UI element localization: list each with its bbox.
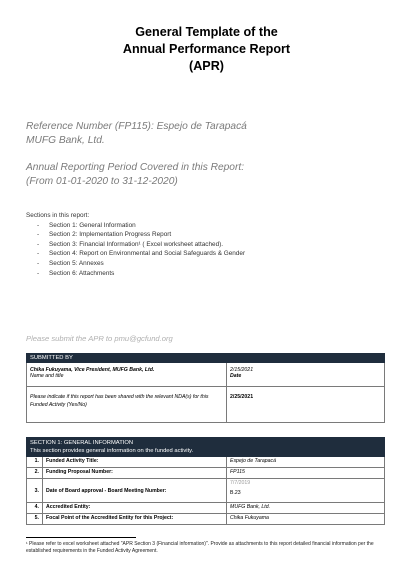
general-information-header: SECTION 1: GENERAL INFORMATION This section provides general information on the funded activity.	[27, 438, 385, 457]
nda-shared-answer: 2/25/2021	[227, 387, 385, 423]
section-list-item: - Section 4: Report on Environmental and Social Safeguards & Gender	[37, 250, 246, 258]
reference-number: Reference Number (FP115): Espejo de Tarapacá	[26, 121, 247, 132]
reference-block	[26, 120, 396, 148]
sections-list	[26, 221, 396, 279]
submitter-name-label: Name and title	[30, 373, 64, 379]
title-line-2: Annual Performance Report	[122, 42, 291, 56]
reporting-period-label: Annual Reporting Period Covered in this Report:	[26, 162, 245, 173]
table-row: 3. Date of Board approval - Board Meeting Number: 7/7/2019 B.23	[27, 479, 385, 503]
submitted-by-table	[26, 353, 385, 423]
title-line-1: General Template of the	[135, 25, 278, 39]
footnote-divider	[26, 537, 136, 538]
submission-date-cell	[227, 363, 385, 387]
general-information-table	[26, 437, 385, 525]
table-row: 4. Accredited Entity: MUFG Bank, Ltd.	[27, 503, 385, 514]
table-row: 2. Funding Proposal Number: FP115	[27, 468, 385, 479]
reference-entity: MUFG Bank, Ltd.	[26, 135, 105, 146]
table-row: 5. Focal Point of the Accredited Entity for this Project: Chika Fukuyama	[27, 514, 385, 525]
table-row: 1. Funded Activity Title: Espejo de Tarapacá	[27, 457, 385, 468]
submitter-name-cell	[27, 363, 227, 387]
section-list-item: - Section 1: General Information	[37, 221, 136, 229]
section-list-item: - Section 6: Attachments	[37, 269, 115, 277]
section-list-item: - Section 2: Implementation Progress Report	[37, 231, 172, 239]
footnote: ¹ Please refer to excel worksheet attached "APR Section 3 (Financial information)". Provide as attachments to this report detailed financial information per the established requirements in the Funded Activity Agreement.	[26, 541, 374, 554]
submitter-name-value: Chika Fukuyama, Vice President, MUFG Bank, Ltd.	[30, 367, 155, 373]
title-line-3: (APR)	[189, 59, 224, 73]
nda-shared-question: Please indicate if this report has been shared with the relevant NDA(s) for this Funded Activity (Yes/No)	[27, 387, 227, 423]
sections-list-block	[26, 211, 396, 278]
submit-instruction: Please submit the APR to pmu@gcfund.org	[26, 334, 173, 343]
submission-date-label: Date	[230, 373, 242, 379]
sections-heading: Sections in this report:	[26, 212, 90, 219]
submitted-by-header: SUBMITTED BY	[27, 354, 385, 363]
submission-date-value: 2/15/2021	[230, 367, 254, 373]
section-list-item: - Section 3: Financial Information¹ ( Excel worksheet attached).	[37, 240, 224, 248]
section-list-item: - Section 5: Annexes	[37, 259, 104, 267]
document-title	[0, 24, 413, 75]
reporting-period-range: (From 01-01-2020 to 31-12-2020)	[26, 176, 178, 187]
reporting-period-block	[26, 161, 396, 189]
